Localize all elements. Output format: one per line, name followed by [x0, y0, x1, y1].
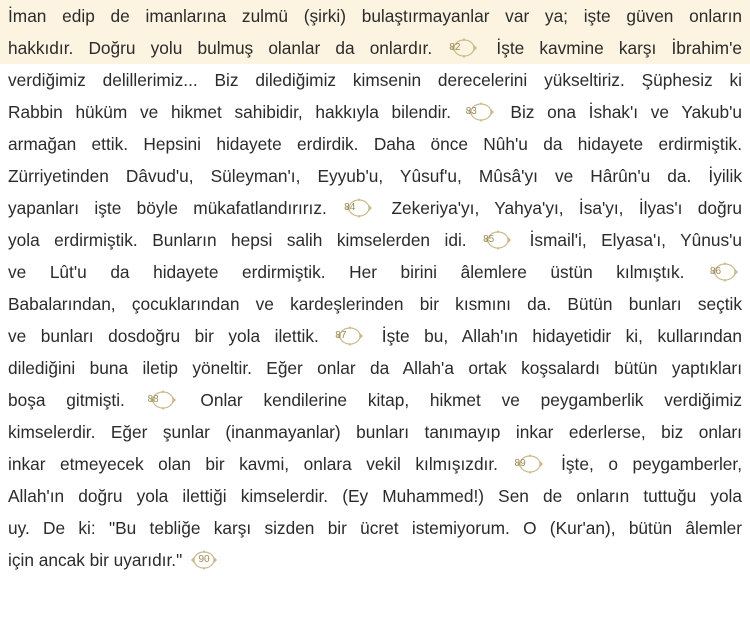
line-text: İsmail'i, Elyasa'ı, Yûnus'u	[515, 230, 742, 250]
line-text: Biz ona İshak'ı ve Yakub'u	[497, 102, 742, 122]
verse-number-marker	[483, 229, 513, 251]
verse-number: 89	[514, 458, 526, 469]
text-line	[0, 480, 750, 512]
text-line	[0, 128, 750, 160]
text-line	[0, 448, 750, 480]
verse-number: 82	[449, 42, 461, 53]
line-text: yola erdirmiştik. Bunların hepsi salih kimselerden idi.	[8, 230, 482, 250]
text-line	[0, 416, 750, 448]
verse-number: 88	[147, 394, 159, 405]
line-text: yapanları işte böyle mükafatlandırırız.	[8, 198, 343, 218]
line-text: boşa gitmişti.	[8, 390, 146, 410]
line-text: verdiğimiz delillerimiz... Biz dilediğimiz kimsenin derecelerini yükseltiriz. Şüphesiz ki	[8, 70, 742, 90]
text-line	[0, 320, 750, 352]
line-text: Zekeriya'yı, Yahya'yı, İsa'yı, İlyas'ı doğru	[376, 198, 742, 218]
text-line	[0, 0, 750, 32]
line-text: Rabbin hüküm ve hikmet sahibidir, hakkıyla bilendir.	[8, 102, 464, 122]
verse-number: 86	[710, 266, 722, 277]
text-line	[0, 384, 750, 416]
verse-number-marker	[344, 197, 374, 219]
line-text: için ancak bir uyarıdır."	[8, 550, 188, 570]
line-text: armağan ettik. Hepsini hidayete erdirdik. Daha önce Nûh'u da hidayete erdirmiştik.	[8, 134, 742, 154]
verse-number-marker	[335, 325, 365, 347]
verse-number-marker	[515, 453, 545, 475]
text-line	[0, 544, 750, 576]
line-text: Babalarından, çocuklarından ve kardeşlerinden bir kısmını da. Bütün bunları seçtik	[8, 294, 742, 314]
line-text: İman edip de imanlarına zulmü (şirki) bulaştırmayanlar var ya; işte güven onların	[8, 6, 742, 26]
line-text: dilediğini buna iletip yöneltir. Eğer onlar da Allah'a ortak koşsalardı bütün yaptıkları	[8, 358, 742, 378]
line-text: Zürriyetinden Dâvud'u, Süleyman'ı, Eyyub'u, Yûsuf'u, Mûsâ'yı ve Hârûn'u da. İyilik	[8, 166, 742, 186]
line-text: Allah'ın doğru yola ilettiği kimselerdir. (Ey Muhammed!) Sen de onların tuttuğu yola	[8, 486, 742, 506]
line-text: İşte, o peygamberler,	[546, 454, 742, 474]
line-text: Onlar kendilerine kitap, hikmet ve peygamberlik verdiğimiz	[179, 390, 742, 410]
verse-number-marker	[449, 37, 479, 59]
text-line	[0, 192, 750, 224]
text-line	[0, 512, 750, 544]
line-text: inkar etmeyecek olan bir kavmi, onlara vekil kılmışızdır.	[8, 454, 513, 474]
verse-number-marker	[148, 389, 178, 411]
verse-number-marker	[189, 549, 219, 571]
verse-number: 90	[198, 554, 210, 565]
text-line	[0, 288, 750, 320]
line-text: ve Lût'u da hidayete erdirmiştik. Her birini âlemlere üstün kılmıştık.	[8, 262, 708, 282]
line-text: İşte bu, Allah'ın hidayetidir ki, kullarından	[367, 326, 743, 346]
verse-number-marker	[710, 261, 740, 283]
line-text: uy. De ki: "Bu tebliğe karşı sizden bir ücret istemiyorum. O (Kur'an), bütün âlemler	[8, 518, 742, 538]
text-line	[0, 32, 750, 64]
verse-number-marker	[466, 101, 496, 123]
text-line	[0, 224, 750, 256]
line-text: ve bunları dosdoğru bir yola ilettik.	[8, 326, 334, 346]
text-line	[0, 352, 750, 384]
verse-number: 87	[335, 330, 347, 341]
verse-number: 83	[465, 106, 477, 117]
text-line	[0, 96, 750, 128]
verse-number: 85	[483, 234, 495, 245]
line-text: kimselerdir. Eğer şunlar (inanmayanlar) bunları tanımayıp inkar ederlerse, biz onları	[8, 422, 742, 442]
text-line	[0, 64, 750, 96]
verse-number: 84	[344, 202, 356, 213]
text-line	[0, 256, 750, 288]
text-line	[0, 160, 750, 192]
line-text: İşte kavmine karşı İbrahim'e	[481, 38, 742, 58]
line-text: hakkıdır. Doğru yolu bulmuş olanlar da onlardır.	[8, 38, 448, 58]
